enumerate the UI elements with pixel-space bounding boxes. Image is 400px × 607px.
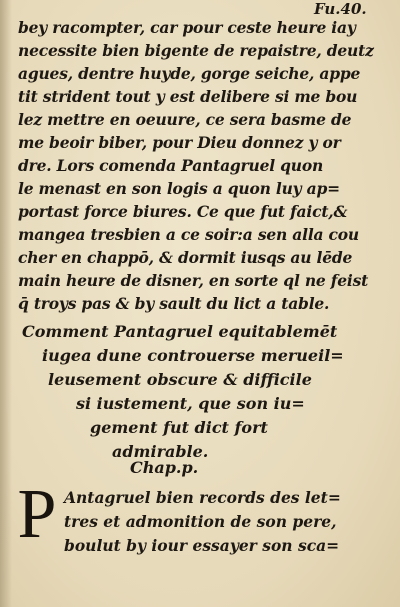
- text-line: boulut by iour essayer son sca=: [64, 536, 340, 555]
- text-line: bey racompter, car pour ceste heure iay: [18, 18, 356, 37]
- page-gutter-shadow: [0, 0, 12, 607]
- folio-number: Fu.40.: [314, 0, 367, 18]
- text-line: main heure de disner, en sorte ql ne feist: [18, 271, 369, 290]
- text-line: q̄ troys pas & by sault du lict a table.: [18, 294, 330, 313]
- text-line: agues, dentre huyde, gorge seiche, appe: [18, 64, 361, 83]
- text-line: Antagruel bien records des let=: [64, 488, 341, 507]
- heading-line: Comment Pantagruel equitablemēt: [22, 322, 338, 341]
- text-line: lez mettre en oeuure, ce sera basme de: [18, 110, 352, 129]
- heading-line: si iustement, que son iu=: [76, 394, 305, 413]
- heading-line: admirable.: [112, 442, 209, 461]
- heading-line: iugea dune controuerse merueil=: [42, 346, 344, 365]
- drop-cap-initial: P: [17, 476, 57, 553]
- text-line: tres et admonition de son pere,: [64, 512, 337, 531]
- text-line: me beoir biber, pour Dieu donnez y or: [18, 133, 341, 152]
- text-line: cher en chappō, & dormit iusqs au lēde: [18, 248, 353, 267]
- heading-line: leusement obscure & difficile: [48, 370, 312, 389]
- text-line: mangea tresbien a ce soir:a sen alla cou: [18, 225, 359, 244]
- heading-line: gement fut dict fort: [90, 418, 268, 437]
- chapter-number: Chap.p.: [130, 458, 199, 477]
- text-line: tit strident tout y est delibere si me bou: [18, 87, 358, 106]
- text-line: le menast en son logis a quon luy ap=: [18, 179, 340, 198]
- text-line: portast force biures. Ce que fut faict,&: [18, 202, 348, 221]
- text-line: dre. Lors comenda Pantagruel quon: [18, 156, 324, 175]
- text-line: necessite bien bigente de repaistre, deutz: [18, 41, 374, 60]
